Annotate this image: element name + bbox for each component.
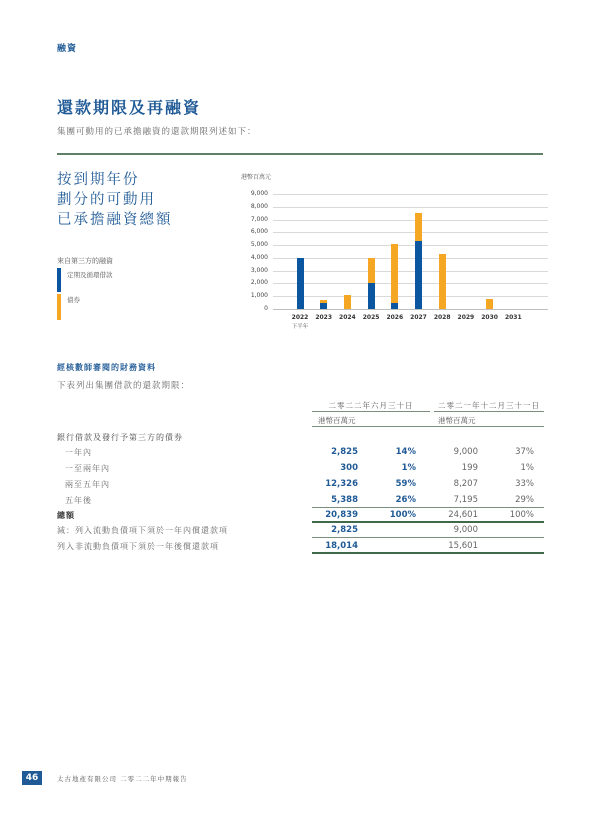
page-number: 46: [22, 771, 42, 785]
footer-text: 太古地產有限公司 二零二二年中期報告: [57, 775, 188, 783]
x-tick-label: 2030: [481, 314, 498, 321]
y-tick-label: 6,000: [250, 228, 268, 236]
gridline: [273, 194, 548, 195]
value-current: 2,825: [331, 447, 358, 457]
x-tick-label: 2022: [291, 314, 309, 321]
x-tick-label: 2028: [433, 314, 451, 321]
gridline: [273, 258, 548, 259]
table-rule: [312, 552, 544, 554]
gridline: [273, 207, 548, 208]
gridline: [273, 271, 548, 272]
y-tick-label: 9,000: [250, 190, 268, 197]
gridline: [273, 296, 548, 297]
non-current-label: 列入非流動負債項下須於一年後償還款項: [57, 542, 219, 551]
bar-bonds: [368, 258, 375, 284]
row-label: 一年內: [65, 448, 92, 457]
gridline: [273, 245, 548, 246]
table-rule: [312, 537, 544, 538]
pct-prior: 33%: [515, 479, 534, 489]
table-rule: [312, 507, 544, 508]
value-current: 5,388: [331, 495, 358, 505]
y-tick-label: 3,000: [250, 266, 268, 274]
table-intro: 下表列出集團借款的還款期限：: [57, 381, 191, 391]
x-tick-label: 2024: [339, 314, 356, 321]
less-current-prior: 9,000: [453, 525, 478, 535]
pct-prior: 29%: [515, 495, 534, 505]
header-rule: [434, 411, 544, 412]
bar-loans: [320, 303, 327, 309]
total-pct-prior: 100%: [509, 510, 534, 520]
non-current-prior: 15,601: [448, 541, 478, 551]
table-rule: [312, 521, 544, 523]
col-head-current: 二零二二年六月三十日: [328, 401, 414, 410]
bar-loans: [415, 241, 422, 309]
less-current-value: 2,825: [331, 525, 358, 535]
x-tick-sublabel: 下半年: [291, 324, 309, 330]
chart-heading: [57, 170, 173, 230]
total-prior: 24,601: [448, 510, 478, 520]
gridline: [273, 309, 548, 310]
y-tick-label: 5,000: [250, 241, 268, 249]
x-tick-label: 2029: [457, 314, 475, 321]
gridline: [273, 232, 548, 233]
total-label: 總額: [57, 511, 75, 520]
section-tag: 融資: [57, 44, 78, 54]
bar-loans: [391, 303, 398, 309]
legend-label-bonds: 債券: [67, 296, 80, 304]
value-prior: 9,000: [453, 447, 478, 457]
bar-bonds: [439, 254, 446, 309]
page-title: 還款期限及再融資: [57, 98, 202, 117]
y-tick-label: 7,000: [250, 215, 268, 223]
less-current-label: 減：列入流動負債項下須於一年內償還款項: [57, 526, 228, 535]
value-prior: 199: [461, 463, 478, 473]
unit-rule: [312, 426, 544, 427]
pct-prior: 1%: [520, 463, 534, 473]
col-unit-current: 港幣百萬元: [318, 416, 356, 425]
y-tick-label: 1,000: [250, 292, 268, 300]
pct-current: 59%: [395, 479, 416, 489]
y-tick-label: 8,000: [250, 202, 268, 210]
chart-heading-line: 已承擔融資總額: [57, 212, 173, 228]
value-current: 12,326: [325, 479, 358, 489]
x-tick-label: 2025: [362, 314, 380, 321]
table-heading: 經核數師審閱的財務資料: [57, 363, 156, 372]
legend-swatch-loans: [57, 268, 61, 292]
value-prior: 8,207: [453, 479, 478, 489]
pct-current: 14%: [395, 447, 416, 457]
value-current: 300: [340, 463, 358, 473]
legend-swatch-bonds: [57, 294, 61, 320]
bar-loans: [368, 283, 375, 309]
bar-chart: [240, 185, 550, 335]
bar-bonds: [415, 213, 422, 240]
pct-current: 1%: [401, 463, 416, 473]
pct-current: 26%: [395, 495, 416, 505]
y-tick-label: 4,000: [250, 253, 268, 261]
row-label: 兩至五年內: [65, 480, 110, 489]
total-current: 20,839: [325, 510, 358, 520]
non-current-value: 18,014: [325, 541, 358, 551]
x-tick-label: 2023: [315, 314, 333, 321]
value-prior: 7,195: [453, 495, 478, 505]
bar-bonds: [344, 295, 351, 309]
row-label: 五年後: [65, 496, 92, 505]
section-divider: [57, 153, 543, 155]
bar-bonds: [320, 300, 327, 303]
x-tick-label: 2031: [504, 314, 522, 321]
legend-title: 來自第三方的融資: [57, 257, 113, 265]
x-tick-label: 2026: [386, 314, 404, 321]
intro-text: 集團可動用的已承擔融資的還款期限列述如下：: [57, 127, 257, 137]
y-tick-label: 2,000: [250, 279, 268, 287]
col-unit-prior: 港幣百萬元: [438, 416, 476, 425]
row-label: 一至兩年內: [65, 464, 110, 473]
bar-bonds: [486, 299, 493, 309]
chart-heading-line: 劃分的可動用: [57, 192, 156, 208]
x-tick-label: 2027: [410, 314, 427, 321]
pct-prior: 37%: [515, 447, 534, 457]
group-label: 銀行借款及發行予第三方的債券: [57, 433, 183, 442]
gridline: [273, 283, 548, 284]
header-rule: [312, 411, 430, 412]
y-tick-label: 0: [264, 305, 268, 312]
chart-heading-line: 按到期年份: [57, 172, 140, 188]
col-head-prior: 二零二一年十二月三十一日: [438, 401, 540, 410]
gridline: [273, 220, 548, 221]
bar-loans: [297, 258, 304, 309]
bar-bonds: [391, 244, 398, 303]
legend-label-loans: 定期及循環借款: [67, 271, 113, 279]
total-pct-current: 100%: [389, 510, 416, 520]
chart-unit-label: 港幣百萬元: [241, 174, 272, 181]
